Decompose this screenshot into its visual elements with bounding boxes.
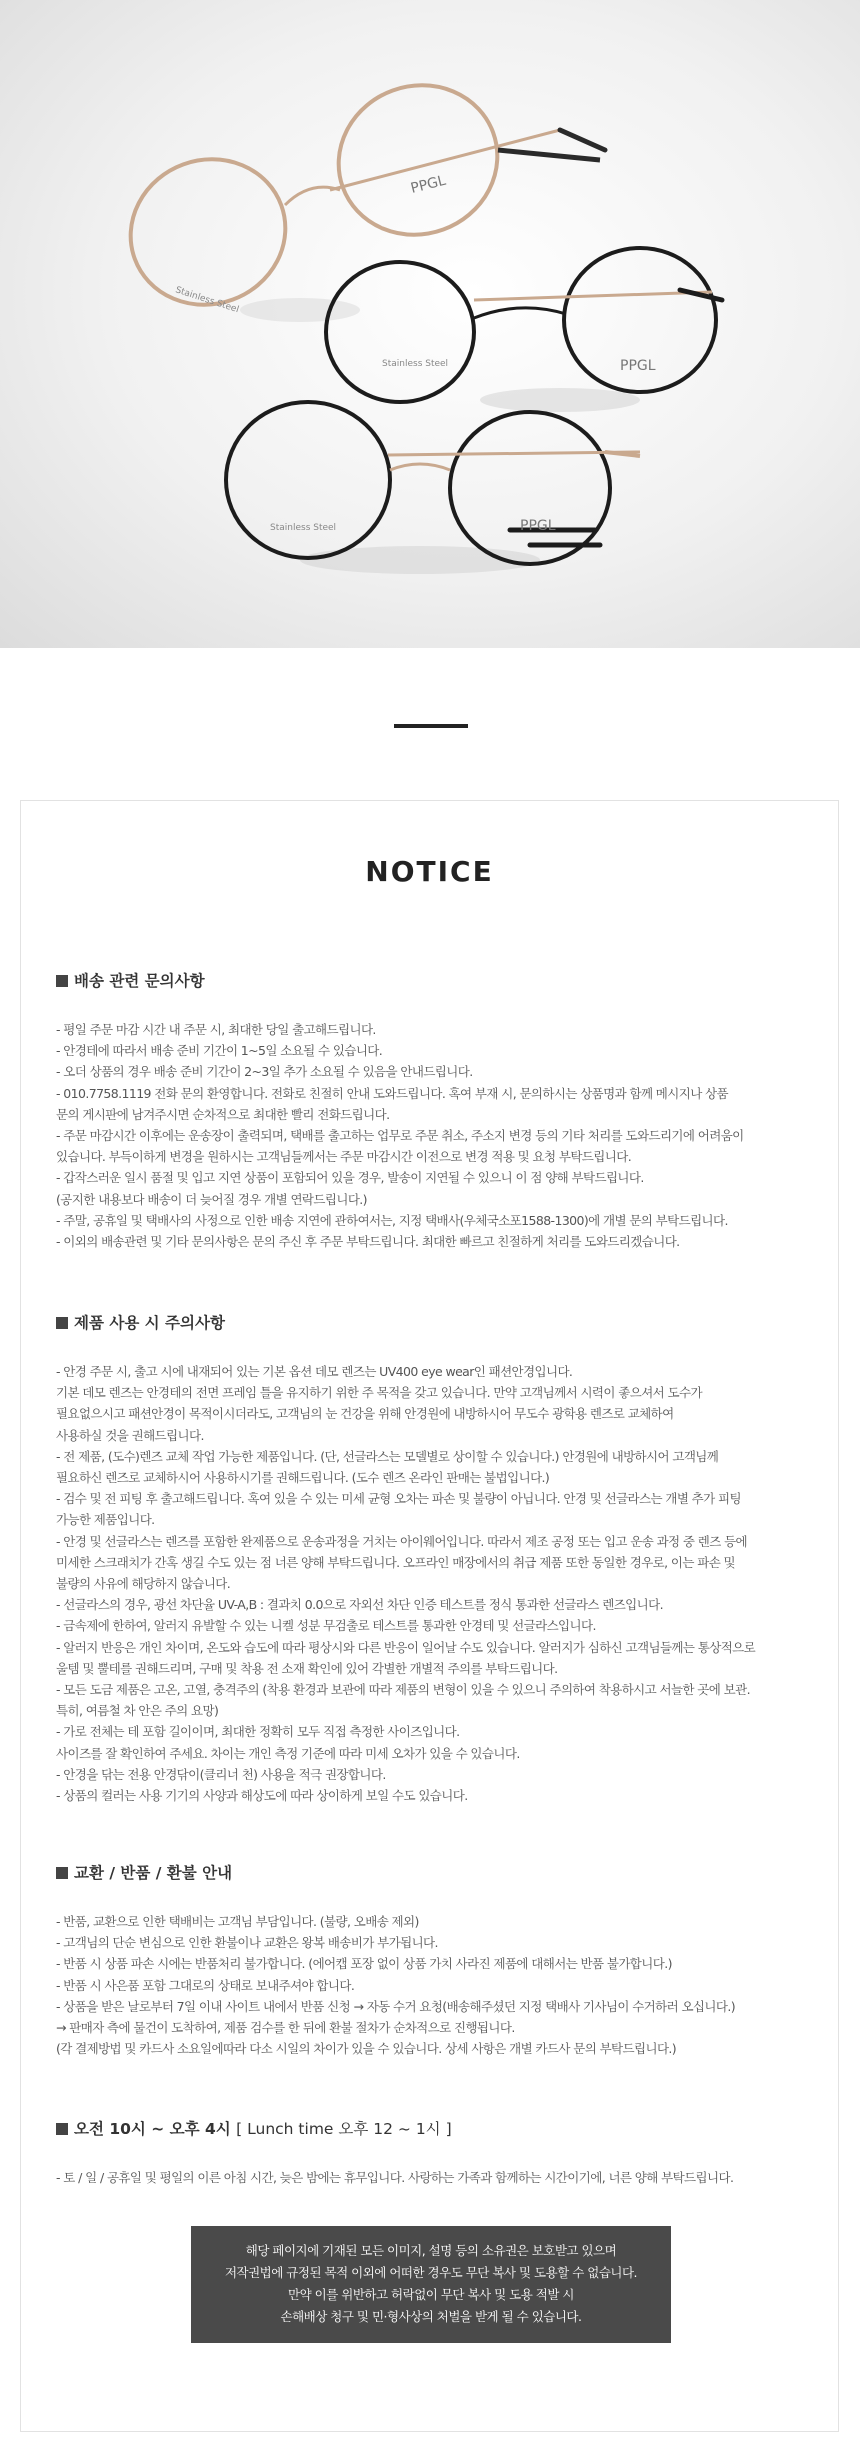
list-item: (각 결제방법 및 카드사 소요일에따라 다소 시일의 차이가 있을 수 있습니다. 상세 사항은 개별 카드사 문의 부탁드립니다.) (56, 2041, 677, 2057)
list-item: - 상품을 받은 날로부터 7일 이내 사이트 내에서 반품 신청 → 자동 수거 요청(배송해주셨던 지정 택배사 기사님이 수거하러 오십니다.) (56, 1998, 736, 2014)
list-item: 기본 데모 렌즈는 안경테의 전면 프레임 틀을 유지하기 위한 주 목적을 갖고 있습니다. 만약 고객님께서 시력이 좋으셔서 도수가 (56, 1385, 702, 1401)
glasses-illustration (0, 0, 860, 648)
list-item: 필요하신 렌즈로 교체하시어 사용하시기를 권해드립니다. (도수 렌즈 온라인 판매는 불법입니다.) (56, 1470, 550, 1486)
list-item: - 안경을 닦는 전용 안경닦이(클리너 천) 사용을 적극 권장합니다. (56, 1766, 386, 1782)
brand-text-1: PPGL (409, 172, 448, 197)
usage-caution-section (56, 1313, 816, 1806)
list-item: - 토 / 일 / 공휴일 및 평일의 이른 아침 시간, 늦은 밤에는 휴무입니다. 사랑하는 가족과 함께하는 시간이기에, 너른 양해 부탁드립니다. (56, 2170, 734, 2185)
copyright-line: 손해배상 청구 및 민·형사상의 처벌을 받게 될 수 있습니다. (280, 2309, 582, 2324)
list-item: - 오더 상품의 경우 배송 준비 기간이 2~3일 추가 소요될 수 있음을 안내드립니다. (56, 1064, 473, 1080)
black-glasses (326, 248, 722, 402)
list-item: - 갑작스러운 일시 품절 및 입고 지연 상품이 포함되어 있을 경우, 발송이 지연될 수 있으니 이 점 양해 부탁드립니다. (56, 1170, 644, 1186)
square-bullet-icon (56, 1317, 68, 1329)
copyright-line: 해당 페이지에 기재된 모든 이미지, 설명 등의 소유권은 보호받고 있으며 (245, 2243, 617, 2258)
section-heading: 배송 관련 문의사항 (56, 971, 816, 991)
list-item: - 010.7758.1119 전화 문의 환영합니다. 전화로 친절히 안내 도와드립니다. 혹여 부재 시, 문의하시는 상품명과 함께 메시지나 상품 (56, 1085, 729, 1101)
copyright-line: 저작권법에 규정된 목적 이외에 어떠한 경우도 무단 복사 및 도용할 수 없습니다. (224, 2265, 638, 2280)
list-item: - 안경테에 따라서 배송 준비 기간이 1~5일 소요될 수 있습니다. (56, 1043, 383, 1059)
list-item: 울템 및 뿔테를 권해드리며, 구매 및 착용 전 소재 확인에 있어 각별한 개별적 주의를 부탁드립니다. (56, 1660, 558, 1676)
list-item: - 주말, 공휴일 및 택배사의 사정으로 인한 배송 지연에 관하여서는, 지정 택배사(우체국소포1588-1300)에 개별 문의 부탁드립니다. (56, 1212, 728, 1228)
list-item: - 안경 및 선글라스는 렌즈를 포함한 완제품으로 운송과정을 거치는 아이웨어입니다. 따라서 제조 공정 또는 입고 운송 과정 중 렌즈 등에 (56, 1533, 748, 1549)
front-glasses (226, 402, 640, 564)
list-item: - 알러지 반응은 개인 차이며, 온도와 습도에 따라 평상시와 다른 반응이 일어날 수도 있습니다. 알러지가 심하신 고객님들께는 통상적으로 (56, 1639, 756, 1655)
list-item: 사이즈를 잘 확인하여 주세요. 차이는 개인 측정 기준에 따라 미세 오차가 있을 수 있습니다. (56, 1745, 520, 1761)
list-item: - 검수 및 전 피팅 후 출고해드립니다. 혹여 있을 수 있는 미세 균형 오차는 파손 및 불량이 아닙니다. 안경 및 선글라스는 개별 추가 피팅 (56, 1491, 741, 1507)
section-heading: 교환 / 반품 / 환불 안내 (56, 1863, 816, 1883)
list-item: 필요없으시고 패션안경이 목적이시더라도, 고객님의 눈 건강을 위해 안경원에 내방하시어 무도수 광학용 렌즈로 교체하여 (56, 1406, 674, 1422)
temple-text-2: Stainless Steel (382, 359, 449, 369)
list-item: - 고객님의 단순 변심으로 인한 환불이나 교환은 왕복 배송비가 부가됩니다. (56, 1935, 438, 1951)
temple-text-3: Stainless Steel (270, 523, 337, 533)
list-item: (공지한 내용보다 배송이 더 늦어질 경우 개별 연락드립니다.) (56, 1191, 367, 1207)
list-item: 사용하실 것을 권해드립니다. (56, 1427, 204, 1443)
notice-title: NOTICE (361, 855, 497, 888)
brand-text-3: PPGL (520, 518, 556, 534)
list-item: 있습니다. 부득이하게 변경을 원하시는 고객님들께서는 주문 마감시간 이전으로 변경 적용 및 요청 부탁드립니다. (56, 1149, 632, 1165)
square-bullet-icon (56, 2123, 68, 2135)
list-item: - 모든 도금 제품은 고온, 고열, 충격주의 (착용 환경과 보관에 따라 제품의 변형이 있을 수 있으니 주의하여 착용하시고 서늘한 곳에 보관. (56, 1682, 750, 1698)
product-photo (0, 0, 860, 648)
list-item: - 전 제품, (도수)렌즈 교체 작업 가능한 제품입니다. (단, 선글라스는 모델별로 상이할 수 있습니다.) 안경원에 내방하시어 고객님께 (56, 1448, 719, 1464)
temple-text-1: Stainless Steel (174, 285, 240, 316)
list-item: → 판매자 측에 물건이 도착하여, 제품 검수를 한 뒤에 환불 절차가 순차적으로 진행됩니다. (56, 2020, 515, 2036)
list-item: 특히, 여름철 차 안은 주의 요망) (56, 1703, 219, 1719)
section-heading: 제품 사용 시 주의사항 (56, 1313, 816, 1333)
square-bullet-icon (56, 975, 68, 987)
list-item: - 주문 마감시간 이후에는 운송장이 출력되며, 택배를 출고하는 업무로 주문 취소, 주소지 변경 등의 기타 처리를 도와드리기에 어려움이 (56, 1128, 744, 1144)
list-item: 불량의 사유에 해당하지 않습니다. (56, 1576, 231, 1592)
business-hours-section (56, 2119, 816, 2188)
list-item: - 반품, 교환으로 인한 택배비는 고객님 부담입니다. (불량, 오배송 제외) (56, 1914, 419, 1929)
list-item: - 선글라스의 경우, 광선 차단율 UV-A,B : 결과치 0.0으로 자외선 차단 인증 테스트를 정식 통과한 선글라스 렌즈입니다. (56, 1597, 663, 1613)
list-item: - 이외의 배송관련 및 기타 문의사항은 문의 주신 후 주문 부탁드립니다. 최대한 빠르고 친절하게 처리를 도와드리겠습니다. (56, 1234, 680, 1250)
list-item: - 반품 시 상품 파손 시에는 반품처리 불가합니다. (에어캡 포장 없이 상품 가치 사라진 제품에 대해서는 반품 불가합니다.) (56, 1956, 672, 1972)
notice-box (20, 800, 839, 2432)
section-heading: 오전 10시 ~ 오후 4시 [ Lunch time 오후 12 ~ 1시 ] (56, 2119, 816, 2139)
list-item: - 안경 주문 시, 출고 시에 내재되어 있는 기본 옵션 데모 렌즈는 UV400 eye wear인 패션안경입니다. (56, 1364, 573, 1379)
list-item: 미세한 스크래치가 간혹 생길 수도 있는 점 너른 양해 부탁드립니다. 오프라인 매장에서의 취급 제품 또한 동일한 경우로, 이는 파손 및 (56, 1554, 736, 1570)
section-divider (0, 648, 860, 780)
list-item: - 상품의 컬러는 사용 기기의 사양과 해상도에 따라 상이하게 보일 수도 있습니다. (56, 1788, 468, 1804)
list-item: - 평일 주문 마감 시간 내 주문 시, 최대한 당일 출고해드립니다. (56, 1022, 376, 1037)
list-item: - 금속제에 한하여, 알러지 유발할 수 있는 니켈 성분 무검출로 테스트를 통과한 안경테 및 선글라스입니다. (56, 1618, 596, 1634)
list-item: 가능한 제품입니다. (56, 1512, 155, 1528)
exchange-return-section (56, 1863, 816, 2059)
square-bullet-icon (56, 1867, 68, 1879)
lunch-time-text: [ Lunch time 오후 12 ~ 1시 ] (236, 2120, 452, 2138)
divider-line (394, 724, 468, 728)
list-item: 문의 게시판에 남겨주시면 순차적으로 최대한 빨리 전화드립니다. (56, 1106, 390, 1122)
list-item: - 가로 전체는 테 포함 길이이며, 최대한 정확히 모두 직접 측정한 사이즈입니다. (56, 1724, 460, 1740)
copyright-line: 만약 이를 위반하고 허락없이 무단 복사 및 도용 적발 시 (288, 2287, 574, 2302)
copyright-notice (191, 2226, 671, 2343)
list-item: - 반품 시 사은품 포함 그대로의 상태로 보내주셔야 합니다. (56, 1977, 355, 1993)
brand-text-2: PPGL (620, 358, 656, 374)
shipping-section (56, 971, 816, 1252)
